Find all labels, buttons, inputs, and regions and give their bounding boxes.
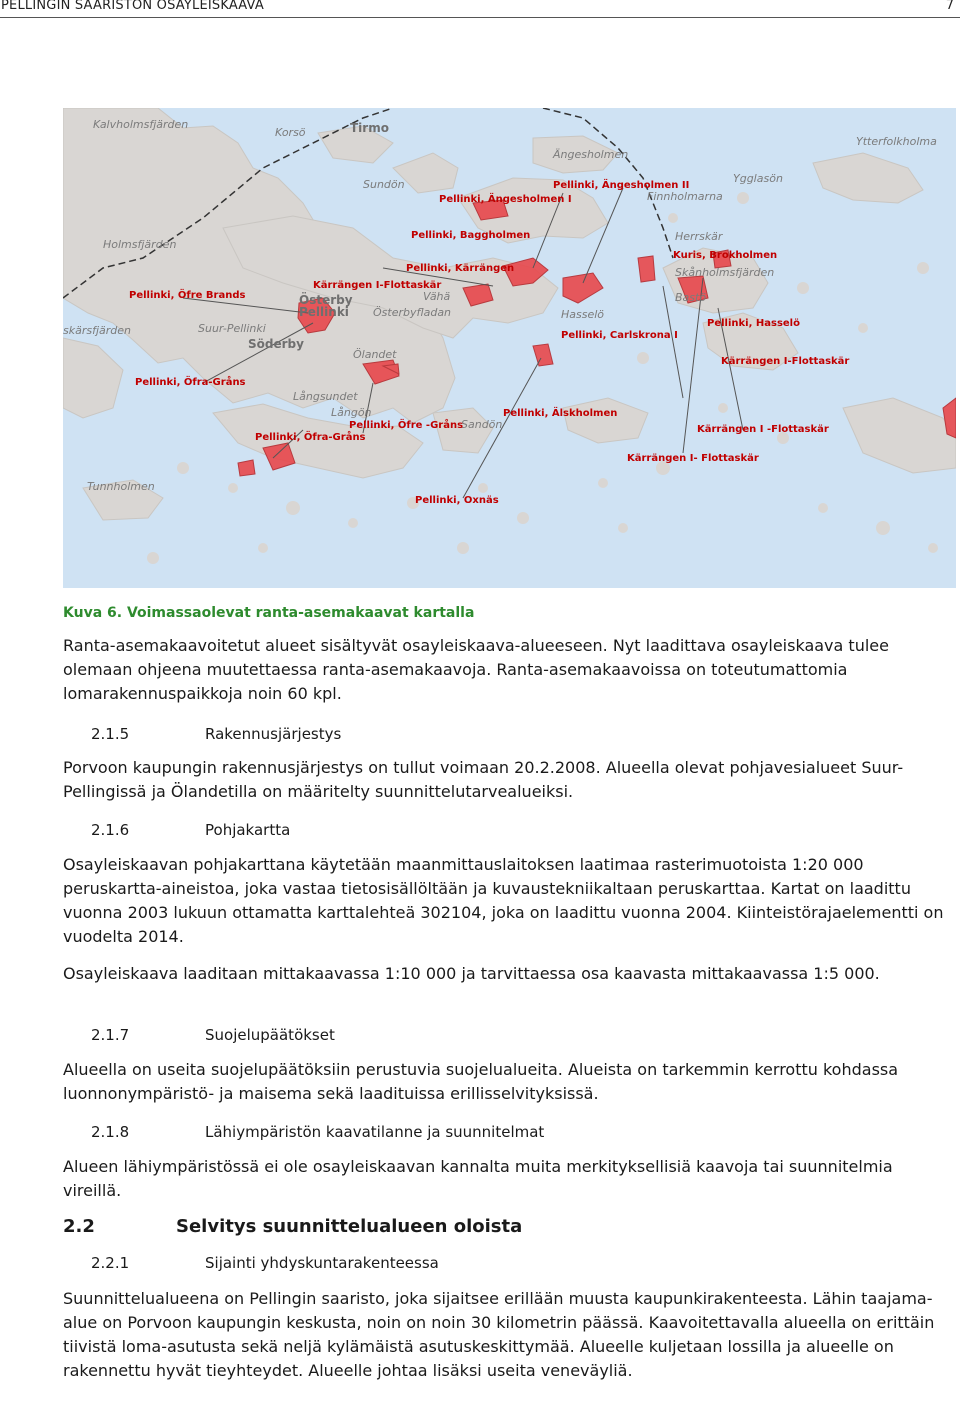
place-angesholmen: Ängesholmen <box>553 148 629 161</box>
paragraph-pohjakartta: Osayleiskaavan pohjakarttana käytetään maanmittauslaitoksen laatimaa rasterimuotoista 1:20 000 peruskartta-aineistoa, joka vastaa tietosisällöltään ja kuvaustekniikaltaan peruskarttaa. Kartat on laadittu vuonna 2003 lukuun ottamatta karttalehteä 302104, joka on laadittu vuonna 2004. Kiinteistörajaelementti on vuodelta 2014. <box>63 855 944 946</box>
place-langon: Långön <box>331 406 372 419</box>
map-graphic <box>63 108 956 588</box>
place-osterby: Österby <box>299 293 353 307</box>
heading-number: 2.1.7 <box>91 1026 130 1044</box>
place-korso: Korsö <box>275 126 306 139</box>
place-herrskar: Herrskär <box>675 230 723 243</box>
place-olandet: Ölandet <box>353 348 397 361</box>
place-ytterfolkholmen: Ytterfolkholma <box>856 135 937 148</box>
paragraph-sijainti: Suunnittelualueena on Pellingin saaristo, joka sijaitsee erillään muusta kaupunkirakenteesta. Lähin taajama-alue on Porvoon kaupungin keskusta, noin on noin 30 kilometrin päässä. Kaavoitettavalla alueella on erittäin tiivistä loma-asutusta sekä neljä kylämäistä asutuskeskittymää. Alueelle kuljetaan lossilla ja alueelle on rakennettu hyvät tieyhteydet. Alueelle johtaa lisäksi useita veneväyliä. <box>63 1289 935 1380</box>
paragraph-lahiymparisto: Alueen lähiympäristössä ei ole osayleiskaavan kannalta muita merkityksellisiä kaavoja tai suunnitelmia vireillä. <box>63 1157 893 1200</box>
plan-label-oxnas: Pellinki, Oxnäs <box>415 495 499 506</box>
plan-label-ofra-grans-1: Pellinki, Öfra-Gråns <box>135 377 246 388</box>
heading-text: Pohjakartta <box>205 821 291 839</box>
plan-label-baggholmen: Pellinki, Baggholmen <box>411 230 531 241</box>
paragraph-mittakaava: Osayleiskaava laaditaan mittakaavassa 1:10 000 ja tarvittaessa osa kaavasta mittakaavassa 1:5 000. <box>63 964 880 983</box>
place-holmsfjarden: Holmsfjärden <box>103 238 177 251</box>
place-sundon: Sundön <box>363 178 405 191</box>
place-sandon: Sandön <box>461 418 503 431</box>
paragraph-ranta-asemakaavat: Ranta-asemakaavoitetut alueet sisältyvät osayleiskaava-alueeseen. Nyt laadittava osayleiskaava tulee olemaan ohjeena muutettaessa ranta-asemakaavoja. Ranta-asemakaavoissa on toteutumattomia lomarakennuspaikkoja noin 60 kpl. <box>63 636 889 703</box>
heading-number: 2.2.1 <box>91 1254 130 1272</box>
place-ygglason: Ygglasön <box>733 172 783 185</box>
plan-label-hasselo: Pellinki, Hasselö <box>707 318 800 329</box>
place-osterbyfladan: Österbyfladan <box>373 306 452 319</box>
header-rule <box>0 17 960 18</box>
plan-label-karrangen-flottaskar-2: Kärrängen I-Flottaskär <box>721 356 850 367</box>
figure-caption: Kuva 6. Voimassaolevat ranta-asemakaavat kartalla <box>63 605 475 621</box>
place-pellinki: Pellinki <box>299 305 349 319</box>
plan-label-karrangen-flottaskar-3: Kärrängen I -Flottaskär <box>697 424 829 435</box>
plan-label-ofre-brands: Pellinki, Öfre Brands <box>129 290 246 301</box>
document-title: PELLINGIN SAARISTON OSAYLEISKAAVA <box>1 0 264 13</box>
heading-text: Selvitys suunnittelualueen oloista <box>176 1216 523 1237</box>
place-kalvholmsfjarden: Kalvholmsfjärden <box>93 118 189 131</box>
paragraph-suojelupaatokset: Alueella on useita suojelupäätöksiin perustuvia suojelualueita. Alueista on tarkemmin kerrottu kohdassa luonnonympäristö- ja maisema sekä laadituissa erillisselvityksissä. <box>63 1060 899 1103</box>
page-header <box>0 0 960 18</box>
land-areas <box>63 108 956 520</box>
place-tirmo: Tirmo <box>350 121 389 135</box>
plan-label-angesholmen-i: Pellinki, Ängesholmen I <box>439 194 572 205</box>
plan-label-carlskrona: Pellinki, Carlskrona I <box>561 330 678 341</box>
heading-number: 2.1.5 <box>91 725 130 743</box>
place-tunnholmen: Tunnholmen <box>87 480 155 493</box>
plan-label-ofre-grans: Pellinki, Öfre -Gråns <box>349 420 464 431</box>
place-vaha: Vähä <box>423 290 451 303</box>
page-number: 7 <box>945 0 954 13</box>
heading-text: Rakennusjärjestys <box>205 725 342 743</box>
plan-label-karrangen-flottaskar: Kärrängen I-Flottaskär <box>313 280 442 291</box>
paragraph-rakennusjarjestys: Porvoon kaupungin rakennusjärjestys on tullut voimaan 20.2.2008. Alueella olevat pohjavesialueet Suur-Pellingissä ja Ölandetilla on määritelty suunnittelutarvealueiksi. <box>63 758 904 801</box>
heading-number: 2.1.6 <box>91 821 130 839</box>
plan-label-kuris-brokholmen: Kuris, Brokholmen <box>673 250 778 261</box>
heading-text: Sijainti yhdyskuntarakenteessa <box>205 1254 439 1272</box>
heading-number: 2.2 <box>63 1216 95 1237</box>
plan-label-karrangen-flottaskar-4: Kärrängen I- Flottaskär <box>627 453 759 464</box>
heading-text: Suojelupäätökset <box>205 1026 335 1044</box>
plan-label-ofra-grans-2: Pellinki, Öfra-Gråns <box>255 432 366 443</box>
plan-label-angesholmen-ii: Pellinki, Ängesholmen II <box>553 180 690 191</box>
place-langsundet: Långsundet <box>293 390 358 403</box>
plan-label-karrangen: Pellinki, Kärrängen <box>406 263 515 274</box>
place-suur-pellinki: Suur-Pellinki <box>198 322 266 335</box>
place-finnholmarna: Finnholmarna <box>647 190 723 203</box>
plan-map <box>63 108 956 588</box>
place-soderby: Söderby <box>248 337 304 351</box>
place-hasselo: Hasselö <box>561 308 605 321</box>
place-skarsfjarden: skärsfjärden <box>63 324 132 337</box>
place-skanholmsfjarden: Skånholmsfjärden <box>675 266 775 279</box>
plan-label-alskholmen: Pellinki, Älskholmen <box>503 408 618 419</box>
place-basto: Bastö <box>675 291 707 304</box>
heading-text: Lähiympäristön kaavatilanne ja suunnitelmat <box>205 1123 545 1141</box>
heading-number: 2.1.8 <box>91 1123 130 1141</box>
